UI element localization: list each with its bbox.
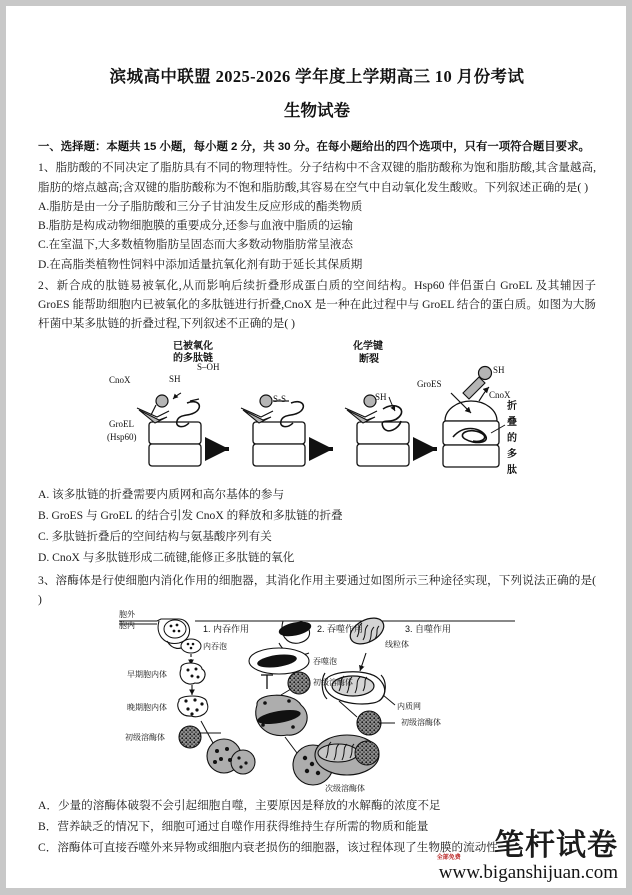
lysosome-svg — [117, 613, 517, 796]
figure-lysosome-pathways — [117, 610, 517, 796]
page-content — [38, 6, 596, 859]
label-endoplasmic-reticulum: 内质网 — [397, 702, 421, 712]
label-pathway-3: 3. 自噬作用 — [405, 624, 452, 635]
label-cnox-right: CnoX — [489, 390, 511, 401]
question-1-stem: 1、脂肪酸的不同决定了脂肪具有不同的物理特性。分子结构中不含双键的脂肪酸称为饱和脂肪酸,其含量越高,脂肪的熔点越高;含双键的脂肪酸称为不饱和脂肪酸,其容易在空气中自动氧化发生酸败。下列叙述正确的是( ) — [38, 161, 596, 194]
watermark-free-tag: 全部免费 — [436, 855, 461, 861]
page-title: 滨城高中联盟 2025-2026 学年度上学期高三 10 月份考试 — [109, 67, 525, 86]
folding-stage-4 — [443, 367, 505, 468]
question-2 — [38, 276, 596, 569]
label-endocytic-vesicle: 内吞泡 — [203, 642, 227, 652]
label-folded-peptide-2: 叠 — [507, 417, 517, 429]
label-folded-peptide-1: 折 — [507, 401, 517, 413]
label-intracellular: 胞内 — [119, 621, 135, 631]
question-3-option-a: A．少量的溶酶体破裂不会引起细胞自噬，主要原因是释放的水解酶的浓度不足 — [38, 799, 441, 813]
question-3-option-c: C．溶酶体可直接吞噬外来异物或细胞内衰老损伤的细胞器，该过程体现了生物膜的流动性 — [38, 841, 498, 855]
question-1-option-a: A.脂肪是由一分子脂肪酸和三分子甘油发生反应形成的酯类物质 — [38, 199, 363, 213]
label-folded-peptide-5: 肽 — [507, 465, 517, 477]
label-pathway-2: 2. 吞噬作用 — [317, 624, 364, 635]
question-1 — [38, 158, 596, 273]
question-1-option-d: D.在高脂类植物性饲料中添加适量抗氧化剂有助于延长其保质期 — [38, 257, 363, 271]
label-ss-bond: S-S — [273, 394, 287, 405]
watermark-url-row — [436, 855, 618, 883]
label-bond-break-line2: 断裂 — [359, 354, 379, 366]
label-late-endosome: 晚期胞内体 — [127, 703, 167, 713]
label-oxidized-chain-line1: 已被氧化 — [173, 341, 213, 353]
question-2-option-d: D. CnoX 与多肽链形成二硫键,能修正多肽链的氧化 — [38, 551, 295, 565]
page-subtitle: 生物试卷 — [284, 101, 350, 121]
figure-protein-folding — [107, 337, 527, 485]
folding-stage-2 — [241, 395, 305, 466]
label-primary-lysosome-right: 初级溶酶体 — [401, 718, 441, 728]
question-3 — [38, 571, 596, 859]
label-cnox-left: CnoX — [109, 375, 131, 386]
label-primary-lysosome-left: 初级溶酶体 — [125, 733, 165, 743]
question-1-option-b: B.脂肪是构成动物细胞膜的重要成分,还参与血液中脂质的运输 — [38, 219, 353, 233]
question-1-option-c: C.在室温下,大多数植物脂肪呈固态而大多数动物脂肪常呈液态 — [38, 238, 353, 252]
label-groel-line1: GroEL — [109, 419, 134, 430]
question-2-option-b: B. GroES 与 GroEL 的结合引发 CnoX 的释放和多肽链的折叠 — [38, 509, 343, 523]
label-groel-line2: (Hsp60) — [107, 432, 137, 443]
label-pathway-1: 1. 内吞作用 — [203, 624, 250, 635]
question-3-stem: 3、溶酶体是行使细胞内消化作用的细胞器，其消化作用主要通过如图所示三种途径实现，下列说法正确的是( ) — [38, 573, 596, 607]
section-heading: 一、选择题：本题共 15 小题，每小题 2 分，共 30 分。在每小题给出的四个选项中，只有一项符合题目要求。 — [38, 140, 590, 153]
label-extracellular: 胞外 — [119, 610, 135, 620]
label-folded-peptide-4: 多 — [507, 449, 517, 461]
label-sh-right: SH — [493, 365, 505, 376]
autolysosome — [315, 735, 379, 775]
label-secondary-lysosome: 次级溶酶体 — [325, 784, 365, 794]
label-s-oh: S–OH — [197, 362, 220, 373]
label-folded-peptide-3: 的 — [507, 433, 517, 445]
question-2-option-c: C. 多肽链折叠后的空间结构与氨基酸序列有关 — [38, 530, 272, 544]
label-phagosome: 吞噬泡 — [313, 657, 337, 667]
label-sh-mid: SH — [375, 392, 387, 403]
folding-stage-1 — [137, 393, 201, 466]
label-early-endosome: 早期胞内体 — [127, 670, 167, 680]
question-3-option-b: B．营养缺乏的情况下，细胞可通过自噬作用获得维持生存所需的物质和能量 — [38, 820, 429, 834]
label-primary-lysosome-middle: 初级溶酶体 — [313, 678, 353, 688]
watermark-url: www.biganshijuan.com — [438, 862, 618, 883]
label-sh-left: SH — [169, 374, 181, 385]
watermark-brand: 笔杆试卷 — [494, 829, 618, 862]
exam-page — [6, 6, 626, 888]
watermark — [436, 829, 618, 883]
label-bond-break-line1: 化学键 — [353, 341, 383, 353]
label-oxidized-chain-line2: 的多肽链 — [173, 353, 213, 365]
question-2-stem: 2、新合成的肽链易被氧化,从而影响后续折叠形成蛋白质的空间结构。Hsp60 伴侣蛋白 GroEL 及其辅因子 GroES 能帮助细胞内已被氧化的多肽链进行折叠,CnoX 是一种在此过程中与 GroEL 结合的蛋白质。如图为大肠杆菌中某多肽链的折叠过程,下列叙述不正确的是( ) — [38, 278, 596, 331]
label-groes: GroES — [417, 379, 442, 390]
folding-stage-3 — [345, 395, 409, 466]
question-2-option-a: A. 该多肽链的折叠需要内质网和高尔基体的参与 — [38, 488, 285, 502]
label-mitochondrion: 线粒体 — [385, 640, 409, 650]
protein-folding-svg — [107, 337, 527, 485]
